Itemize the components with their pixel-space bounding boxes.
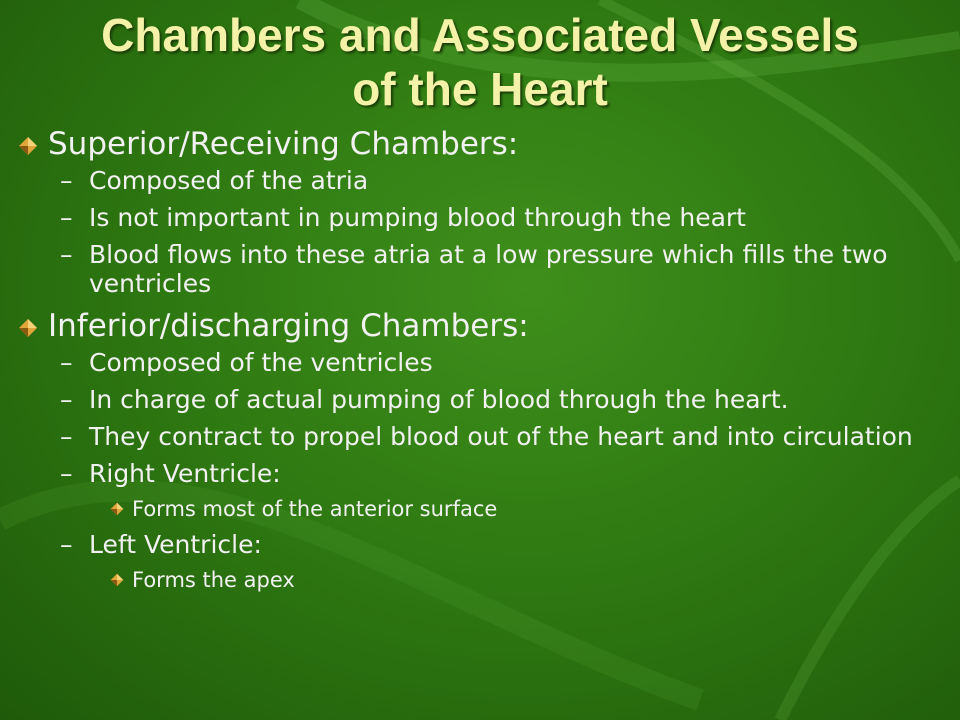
list-item-text: Composed of the atria (89, 166, 369, 195)
diamond-bullet-icon (110, 573, 124, 587)
section-heading-text: Inferior/discharging Chambers: (48, 308, 529, 344)
section-heading-superior (14, 126, 954, 162)
diamond-bullet-icon (18, 318, 38, 338)
list-item-text: Blood flows into these atria at a low pressure which fills the two ventricles (89, 240, 888, 298)
slide-title (40, 8, 920, 116)
dash-bullet: – (60, 385, 73, 414)
dash-bullet: – (60, 240, 73, 269)
diamond-bullet-icon (110, 502, 124, 516)
list-item-text: Composed of the ventricles (89, 348, 433, 377)
section-heading-inferior (14, 308, 954, 344)
sub-list-item (14, 567, 954, 593)
list-item-text: Left Ventricle: (89, 530, 262, 559)
sub-list-item (14, 496, 954, 522)
list-item (14, 240, 954, 298)
sub-list-item-text: Forms most of the anterior surface (132, 497, 498, 521)
list-item (14, 530, 954, 559)
list-item-text: Right Ventricle: (89, 459, 281, 488)
dash-bullet: – (60, 459, 73, 488)
list-item-text: Is not important in pumping blood through the heart (89, 203, 746, 232)
slide-title-line2: of the Heart (352, 63, 608, 115)
list-item (14, 385, 954, 414)
list-item (14, 166, 954, 195)
sub-list-item-text: Forms the apex (132, 568, 295, 592)
dash-bullet: – (60, 530, 73, 559)
list-item (14, 422, 954, 451)
list-item-text: They contract to propel blood out of the heart and into circulation (89, 422, 913, 451)
slide-title-line1: Chambers and Associated Vessels (101, 9, 859, 61)
section-heading-text: Superior/Receiving Chambers: (48, 126, 519, 162)
slide-content (14, 120, 954, 601)
list-item (14, 348, 954, 377)
dash-bullet: – (60, 203, 73, 232)
dash-bullet: – (60, 422, 73, 451)
list-item (14, 459, 954, 488)
diamond-bullet-icon (18, 136, 38, 156)
dash-bullet: – (60, 348, 73, 377)
list-item-text: In charge of actual pumping of blood through the heart. (89, 385, 789, 414)
dash-bullet: – (60, 166, 73, 195)
list-item (14, 203, 954, 232)
